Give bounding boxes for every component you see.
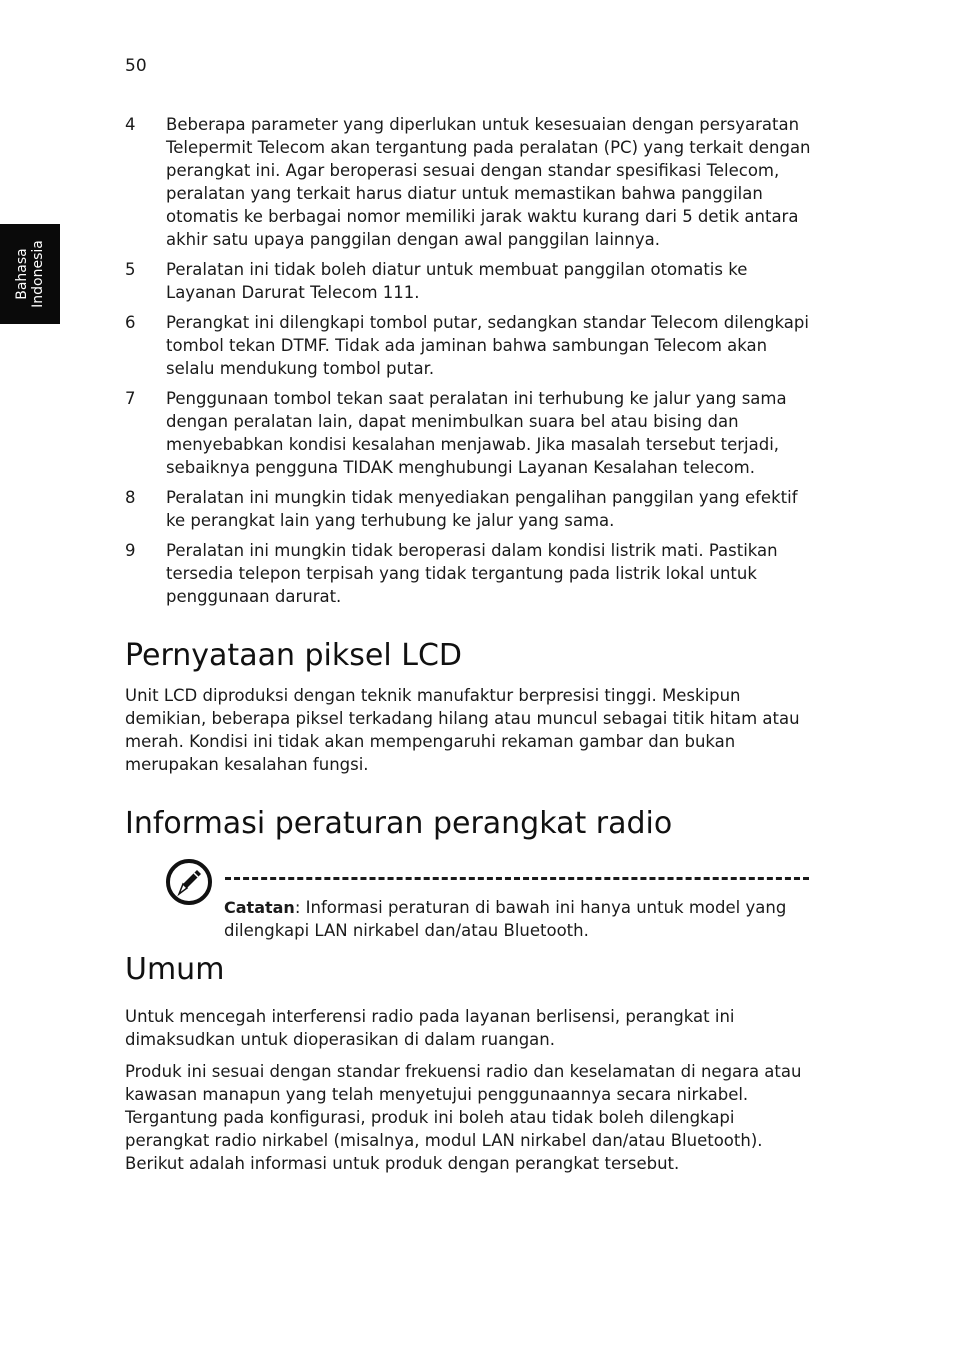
list-item-text: Beberapa parameter yang diperlukan untuk kesesuaian dengan persyaratan Telepermit Telecom akan tergantung pada peralatan (PC) yang terkait dengan perangkat ini. Agar beroperasi sesuai dengan standar spesifikasi Telecom, peralatan yang terkait harus diatur untuk memastikan bahwa panggilan otomatis ke berbagai nomor memiliki jarak waktu kurang dari 5 detik antara akhir satu upaya panggilan dengan awal panggilan lainnya. <box>166 115 811 249</box>
note-label: Catatan <box>224 898 295 917</box>
note-box <box>125 858 815 948</box>
list-item-text: Peralatan ini mungkin tidak menyediakan pengalihan panggilan yang efektif ke perangkat lain yang terhubung ke jalur yang sama. <box>166 488 798 530</box>
list-item <box>125 311 815 380</box>
list-item <box>125 258 815 304</box>
list-item-number: 9 <box>125 541 136 560</box>
page-content <box>125 113 815 1175</box>
language-tab-line1: Bahasa <box>14 248 30 300</box>
numbered-list <box>125 113 815 608</box>
language-tab-line2: Indonesia <box>30 240 46 308</box>
note-text <box>224 896 804 942</box>
note-pen-icon <box>165 858 213 906</box>
list-item-text: Penggunaan tombol tekan saat peralatan ini terhubung ke jalur yang sama dengan peralatan lain, dapat menimbulkan suara bel atau bising dan menyebabkan kondisi kesalahan menjawab. Jika masalah tersebut terjadi, sebaiknya pengguna TIDAK menghubungi Layanan Kesalahan telecom. <box>166 389 787 477</box>
list-item-number: 4 <box>125 115 136 134</box>
list-item-text: Peralatan ini tidak boleh diatur untuk membuat panggilan otomatis ke Layanan Darurat Telecom 111. <box>166 260 748 302</box>
umum-paragraph-2: Produk ini sesuai dengan standar frekuensi radio dan keselamatan di negara atau kawasan manapun yang telah menyetujui penggunaannya secara nirkabel. Tergantung pada konfigurasi, produk ini boleh atau tidak boleh dilengkapi perangkat radio nirkabel (misalnya, modul LAN nirkabel dan/atau Bluetooth). Berikut adalah informasi untuk produk dengan perangkat tersebut. <box>125 1062 802 1173</box>
list-item-number: 5 <box>125 260 136 279</box>
language-tab-label <box>14 240 46 308</box>
umum-paragraph-1: Untuk mencegah interferensi radio pada layanan berlisensi, perangkat ini dimaksudkan untuk dioperasikan di dalam ruangan. <box>125 1007 735 1049</box>
list-item-text: Peralatan ini mungkin tidak beroperasi dalam kondisi listrik mati. Pastikan tersedia telepon terpisah yang tidak tergantung pada listrik lokal untuk penggunaan darurat. <box>166 541 778 606</box>
note-divider <box>225 877 809 880</box>
note-body: : Informasi peraturan di bawah ini hanya untuk model yang dilengkapi LAN nirkabel dan/atau Bluetooth. <box>224 898 787 940</box>
page-number: 50 <box>125 56 147 76</box>
section-heading-lcd: Pernyataan piksel LCD <box>125 638 462 673</box>
list-item-number: 8 <box>125 488 136 507</box>
list-item <box>125 113 815 251</box>
language-side-tab <box>0 224 60 324</box>
list-item <box>125 387 815 479</box>
list-item-text: Perangkat ini dilengkapi tombol putar, sedangkan standar Telecom dilengkapi tombol tekan DTMF. Tidak ada jaminan bahwa sambungan Telecom akan selalu mendukung tombol putar. <box>166 313 809 378</box>
list-item-number: 6 <box>125 313 136 332</box>
list-item <box>125 486 815 532</box>
list-item-number: 7 <box>125 389 136 408</box>
section-heading-radio: Informasi peraturan perangkat radio <box>125 806 673 841</box>
list-item <box>125 539 815 608</box>
lcd-paragraph: Unit LCD diproduksi dengan teknik manufaktur berpresisi tinggi. Meskipun demikian, beberapa piksel terkadang hilang atau muncul sebagai titik hitam atau merah. Kondisi ini tidak akan mempengaruhi rekaman gambar dan bukan merupakan kesalahan fungsi. <box>125 686 800 774</box>
section-heading-umum: Umum <box>125 952 225 987</box>
